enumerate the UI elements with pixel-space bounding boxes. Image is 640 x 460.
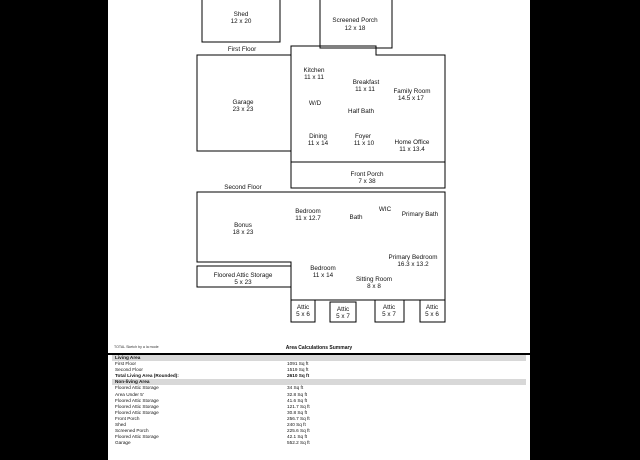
- row-value: 256.7 Sq ft: [287, 415, 310, 421]
- row-label: Floored Attic Storage: [115, 409, 159, 415]
- row-label: Shed: [115, 422, 126, 428]
- row-label: Garage: [115, 440, 131, 446]
- bedroom-label: Bedroom: [295, 208, 321, 215]
- primary-bath-label: Primary Bath: [401, 211, 439, 218]
- row-label: Non-living Area: [115, 379, 150, 385]
- row-value: 32.8 Sq ft: [287, 391, 308, 397]
- primary-bedroom-dimensions: 16.3 x 13.2: [397, 261, 429, 268]
- floored-attic-dimensions: 5 x 23: [234, 279, 252, 286]
- shed-dimensions: 12 x 20: [230, 18, 252, 25]
- bedroom-dimensions-2: 11 x 14: [312, 272, 334, 279]
- row-label: Floored Attic Storage: [115, 397, 159, 403]
- attic-dimensions-2: 5 x 7: [336, 313, 350, 320]
- floored-attic-label: Floored Attic Storage: [213, 272, 273, 279]
- sitting-room-label: Sitting Room: [355, 276, 393, 283]
- row-value: 41.6 Sq ft: [287, 397, 308, 403]
- bonus-dimensions: 18 x 23: [232, 229, 254, 236]
- shed-label: Shed: [233, 11, 249, 18]
- garage-dimensions: 23 x 23: [232, 106, 254, 113]
- row-value: 42.1 Sq ft: [287, 434, 308, 440]
- attic-dimensions-4: 5 x 6: [425, 311, 439, 318]
- attic-label-1: Attic: [296, 304, 310, 311]
- family-room-dimensions: 14.5 x 17: [398, 95, 424, 102]
- row-label: Second Floor: [115, 367, 143, 373]
- row-label: Area Under 5': [115, 391, 144, 397]
- summary-title: Area Calculations Summary: [285, 345, 353, 351]
- bonus-label: Bonus: [234, 222, 252, 229]
- garage-label: Garage: [232, 99, 254, 106]
- row-label: Floored Attic Storage: [115, 434, 159, 440]
- attic-label-3: Attic: [382, 304, 396, 311]
- sitting-room-dimensions: 8 x 8: [367, 283, 381, 290]
- foyer-dimensions: 11 x 10: [353, 140, 375, 147]
- dining-dimensions: 11 x 14: [307, 140, 329, 147]
- attic-dimensions-3: 5 x 7: [382, 311, 396, 318]
- kitchen-label: Kitchen: [303, 67, 325, 74]
- screened-porch-room: [320, 0, 392, 48]
- row-value: 2610 Sq ft: [287, 373, 310, 379]
- kitchen-dimensions: 11 x 11: [304, 74, 324, 81]
- front-porch-label: Front Porch: [350, 171, 384, 178]
- area-summary: [108, 343, 530, 460]
- row-label: Screened Porch: [115, 428, 149, 434]
- row-label: First Floor: [115, 361, 137, 367]
- foyer-label: Foyer: [354, 133, 372, 140]
- attic-dimensions-1: 5 x 6: [296, 311, 310, 318]
- row-value: 1519 Sq ft: [287, 367, 309, 373]
- primary-bedroom-label: Primary Bedroom: [388, 254, 438, 261]
- wd-label: W/D: [308, 100, 322, 107]
- bedroom-label-2: Bedroom: [310, 265, 336, 272]
- sketch-credit: TOTAL Sketch by a la mode: [114, 345, 159, 349]
- breakfast-label: Breakfast: [352, 79, 380, 86]
- second-floor-heading: Second Floor: [224, 184, 262, 191]
- front-porch-dimensions: 7 x 38: [358, 178, 376, 185]
- dining-label: Dining: [309, 133, 327, 140]
- family-room-label: Family Room: [393, 88, 431, 95]
- row-value: 1091 Sq ft: [287, 361, 309, 367]
- attic-label-2: Attic: [336, 306, 350, 313]
- wic-label: WIC: [378, 206, 392, 213]
- row-label: Living Area: [115, 355, 141, 360]
- screened-porch-label: Screened Porch: [332, 17, 378, 24]
- row-value: 225.6 Sq ft: [287, 428, 310, 434]
- home-office-label: Home Office: [394, 139, 430, 146]
- table-row: [112, 440, 526, 446]
- row-value: 121.7 Sq ft: [287, 403, 310, 409]
- home-office-dimensions: 11 x 13.4: [399, 146, 425, 153]
- screened-porch-dimensions: 12 x 18: [344, 25, 366, 32]
- row-label: Floored Attic Storage: [115, 403, 159, 409]
- area-table: [112, 355, 526, 446]
- row-value: 240 Sq ft: [287, 422, 306, 428]
- first-floor-heading: First Floor: [227, 46, 257, 53]
- bath-label: Bath: [349, 214, 363, 221]
- row-value: 34 Sq ft: [287, 385, 304, 391]
- floor-plan: [108, 0, 530, 343]
- row-value: 552.2 Sq ft: [287, 440, 310, 446]
- row-label: Total Living Area (Rounded):: [115, 373, 179, 379]
- row-label: Front Porch: [115, 415, 140, 421]
- attic-label-4: Attic: [425, 304, 439, 311]
- row-value: 30.8 Sq ft: [287, 409, 308, 415]
- breakfast-dimensions: 11 x 11: [355, 86, 375, 93]
- row-label: Floored Attic Storage: [115, 385, 159, 391]
- sketch-sheet: [108, 0, 530, 460]
- half-bath-label: Half Bath: [348, 108, 374, 115]
- summary-header: [108, 343, 530, 353]
- bedroom-dimensions: 11 x 12.7: [295, 215, 321, 222]
